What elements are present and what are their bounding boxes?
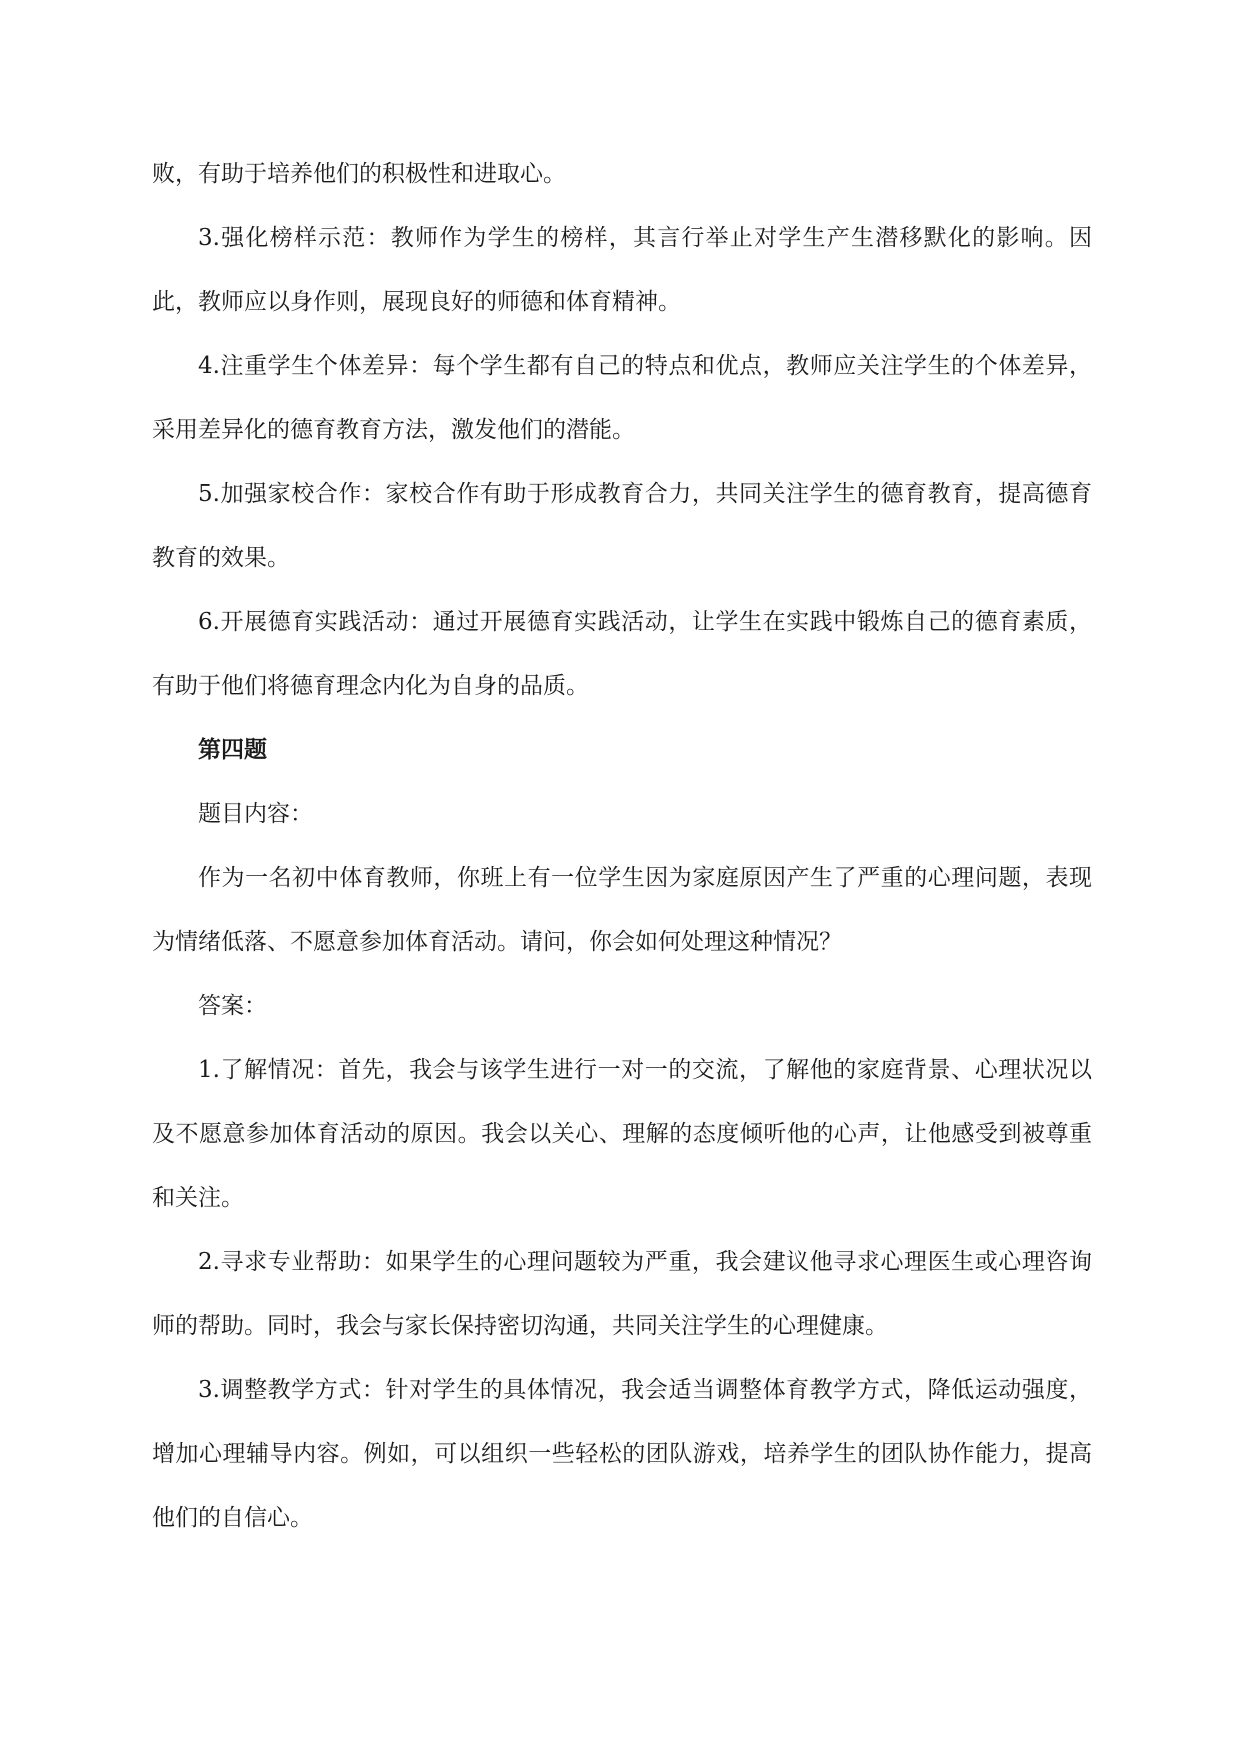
answer-label: 答案： — [198, 993, 267, 1019]
answer-item-1-understand: 1.了解情况：首先，我会与该学生进行一对一的交流，了解他的家庭背景、心理状况以及不愿意参加体育活动的原因。我会以关心、理解的态度倾听他的心声，让他感受到被尊重和关注。 — [152, 1057, 1092, 1211]
paragraph-continuation: 败，有助于培养他们的积极性和进取心。 — [152, 161, 566, 187]
paragraph-item-6-practice: 6.开展德育实践活动：通过开展德育实践活动，让学生在实践中锻炼自己的德育素质，有助于他们将德育理念内化为自身的品质。 — [152, 609, 1092, 699]
question-content-label: 题目内容： — [198, 801, 313, 827]
paragraph-item-3-role-model: 3.强化榜样示范：教师作为学生的榜样，其言行举止对学生产生潜移默化的影响。因此，教师应以身作则，展现良好的师德和体育精神。 — [152, 225, 1092, 315]
answer-item-2-professional-help: 2.寻求专业帮助：如果学生的心理问题较为严重，我会建议他寻求心理医生或心理咨询师的帮助。同时，我会与家长保持密切沟通，共同关注学生的心理健康。 — [152, 1249, 1092, 1339]
document-body — [152, 142, 1092, 1550]
paragraph-item-5-home-school: 5.加强家校合作：家校合作有助于形成教育合力，共同关注学生的德育教育，提高德育教育的效果。 — [152, 481, 1092, 571]
paragraph-item-4-individual-differences: 4.注重学生个体差异：每个学生都有自己的特点和优点，教师应关注学生的个体差异，采用差异化的德育教育方法，激发他们的潜能。 — [152, 353, 1092, 443]
section-heading-question-4: 第四题 — [198, 737, 267, 763]
question-text: 作为一名初中体育教师，你班上有一位学生因为家庭原因产生了严重的心理问题，表现为情绪低落、不愿意参加体育活动。请问，你会如何处理这种情况？ — [152, 865, 1092, 955]
answer-item-3-adjust-teaching: 3.调整教学方式：针对学生的具体情况，我会适当调整体育教学方式，降低运动强度，增加心理辅导内容。例如，可以组织一些轻松的团队游戏，培养学生的团队协作能力，提高他们的自信心。 — [152, 1377, 1092, 1531]
